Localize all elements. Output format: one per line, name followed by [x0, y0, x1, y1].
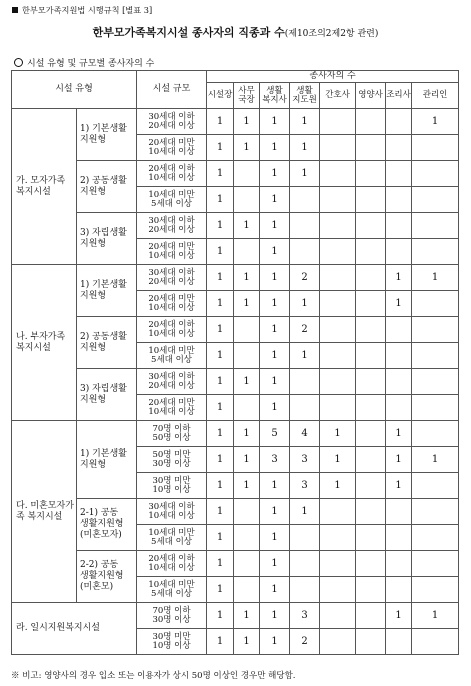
staff-count-cell: [356, 551, 386, 577]
staff-count-cell: 1: [320, 421, 356, 447]
facility-scale-cell: 20세대 미만 10세대 이상: [137, 291, 207, 317]
support-type-label: 1) 기본생활 지원형: [77, 265, 137, 317]
staff-count-cell: [412, 421, 459, 447]
staff-count-cell: 1: [207, 473, 234, 499]
staff-count-cell: [290, 187, 320, 213]
staff-count-cell: 1: [234, 265, 260, 291]
staff-count-cell: 3: [290, 473, 320, 499]
table-row: [12, 265, 459, 291]
staff-count-cell: [356, 343, 386, 369]
staff-count-cell: [386, 109, 412, 135]
staff-count-cell: [320, 213, 356, 239]
staff-count-cell: 1: [260, 525, 290, 551]
support-type-label: 2-1) 공동 생활지원형 (미혼모자): [77, 499, 137, 551]
staff-count-cell: [234, 499, 260, 525]
staff-count-cell: 1: [234, 421, 260, 447]
staff-count-cell: 1: [234, 291, 260, 317]
support-type-label: 3) 자립생활 지원형: [77, 213, 137, 265]
staff-count-cell: 1: [207, 135, 234, 161]
facility-type-label: 가. 모자가족 복지시설: [12, 109, 77, 265]
staff-count-cell: [290, 577, 320, 603]
staff-count-cell: 1: [260, 395, 290, 421]
facility-scale-cell: 10세대 미만 5세대 이상: [137, 343, 207, 369]
table-row: [12, 317, 459, 343]
staff-count-cell: [412, 343, 459, 369]
table-row: [12, 551, 459, 577]
staff-count-cell: 1: [412, 603, 459, 629]
table-row: [12, 213, 459, 239]
staff-count-cell: 1: [207, 317, 234, 343]
staff-count-cell: 1: [234, 473, 260, 499]
staff-count-cell: [320, 135, 356, 161]
staff-count-cell: 1: [386, 265, 412, 291]
staff-count-cell: 1: [207, 291, 234, 317]
staff-count-cell: [356, 395, 386, 421]
staff-count-cell: [320, 603, 356, 629]
staff-count-cell: [290, 213, 320, 239]
staff-count-cell: [320, 629, 356, 655]
staff-count-cell: 1: [260, 473, 290, 499]
support-type-label: 1) 기본생활 지원형: [77, 421, 137, 499]
staff-count-cell: 1: [386, 473, 412, 499]
table-row: [12, 603, 459, 629]
staff-count-cell: [412, 213, 459, 239]
staff-count-cell: 5: [260, 421, 290, 447]
staff-count-cell: [356, 473, 386, 499]
staff-count-cell: 1: [207, 161, 234, 187]
table-row: [12, 499, 459, 525]
staff-count-cell: [412, 629, 459, 655]
role-header: 시설장: [207, 83, 234, 109]
staff-count-cell: [356, 187, 386, 213]
staff-count-cell: [356, 135, 386, 161]
role-header: 간호사: [320, 83, 356, 109]
staff-count-cell: 1: [412, 109, 459, 135]
staff-count-cell: 1: [320, 447, 356, 473]
facility-scale-cell: 30세대 이하 20세대 이상: [137, 213, 207, 239]
staff-count-cell: [320, 577, 356, 603]
staff-count-cell: 1: [207, 187, 234, 213]
staff-count-cell: 1: [290, 135, 320, 161]
staff-count-cell: [356, 629, 386, 655]
staff-count-cell: 1: [234, 629, 260, 655]
staff-count-cell: 1: [260, 213, 290, 239]
staff-count-cell: 1: [386, 447, 412, 473]
staff-count-cell: 1: [234, 447, 260, 473]
staff-count-cell: 1: [207, 239, 234, 265]
square-bullet-icon: [12, 7, 18, 13]
staff-count-cell: 2: [290, 317, 320, 343]
staff-count-cell: 1: [260, 317, 290, 343]
staff-count-cell: [234, 187, 260, 213]
role-header: 관리인: [412, 83, 459, 109]
staff-count-cell: [356, 291, 386, 317]
staff-count-cell: 1: [207, 369, 234, 395]
table-row: [12, 369, 459, 395]
role-header: 영양사: [356, 83, 386, 109]
staff-count-cell: [290, 239, 320, 265]
staff-count-cell: [320, 395, 356, 421]
staff-count-cell: [234, 577, 260, 603]
staff-count-cell: 1: [234, 213, 260, 239]
staff-count-cell: 1: [207, 551, 234, 577]
staff-count-cell: 1: [207, 265, 234, 291]
staff-count-cell: [386, 577, 412, 603]
staff-count-cell: 1: [290, 291, 320, 317]
staff-count-cell: [234, 395, 260, 421]
staff-count-cell: [386, 343, 412, 369]
staff-count-cell: [320, 369, 356, 395]
staff-count-cell: [386, 317, 412, 343]
staff-count-cell: [356, 577, 386, 603]
staff-count-cell: [320, 525, 356, 551]
facility-scale-cell: 30명 미만 10명 이상: [137, 629, 207, 655]
support-type-label: 1) 기본생활 지원형: [77, 109, 137, 161]
staff-count-cell: [386, 187, 412, 213]
staff-count-cell: 1: [320, 473, 356, 499]
staff-count-cell: [412, 499, 459, 525]
staff-count-cell: [412, 317, 459, 343]
staff-count-cell: 1: [260, 603, 290, 629]
staff-count-cell: [386, 135, 412, 161]
staff-count-cell: 1: [386, 421, 412, 447]
staff-count-cell: 1: [207, 421, 234, 447]
staff-count-cell: 1: [234, 109, 260, 135]
staff-count-cell: [356, 499, 386, 525]
facility-scale-cell: 10세대 미만 5세대 이상: [137, 577, 207, 603]
staff-count-cell: 1: [260, 551, 290, 577]
staff-count-cell: 1: [207, 447, 234, 473]
role-header: 사무 국장: [234, 83, 260, 109]
staff-count-cell: 3: [290, 603, 320, 629]
staff-count-cell: [234, 161, 260, 187]
staff-count-cell: [320, 239, 356, 265]
staff-count-cell: [356, 447, 386, 473]
staff-count-cell: 1: [412, 447, 459, 473]
staff-count-cell: [320, 343, 356, 369]
staff-count-cell: [320, 265, 356, 291]
staff-count-cell: [386, 213, 412, 239]
remark-note: ※ 비고: 영양사의 경우 입소 또는 이용자가 상시 50명 이상인 경우만 해당함.: [11, 671, 296, 681]
staff-count-cell: [356, 369, 386, 395]
staff-count-cell: 3: [290, 447, 320, 473]
staff-count-cell: [320, 499, 356, 525]
staff-count-cell: 1: [386, 603, 412, 629]
col-header-staff: 종사자의 수: [207, 71, 459, 83]
staff-count-cell: 1: [290, 109, 320, 135]
support-type-label: 2) 공동생활 지원형: [77, 317, 137, 369]
staff-count-cell: [386, 629, 412, 655]
table-row: [12, 109, 459, 135]
facility-scale-cell: 20세대 이하 10세대 이상: [137, 161, 207, 187]
staff-count-cell: 1: [234, 369, 260, 395]
staff-count-cell: [412, 473, 459, 499]
facility-scale-cell: 10세대 미만 5세대 이상: [137, 525, 207, 551]
staff-count-cell: 1: [260, 161, 290, 187]
staff-count-cell: 1: [260, 499, 290, 525]
staff-count-cell: 1: [234, 135, 260, 161]
facility-scale-cell: 30세대 이하 20세대 이상: [137, 369, 207, 395]
staff-count-cell: [412, 525, 459, 551]
staff-count-cell: [290, 369, 320, 395]
staff-count-cell: 1: [260, 265, 290, 291]
facility-scale-cell: 70명 이하 50명 이상: [137, 421, 207, 447]
facility-scale-cell: 30세대 이하 20세대 이상: [137, 265, 207, 291]
staff-count-cell: 1: [260, 109, 290, 135]
staff-count-cell: [386, 395, 412, 421]
facility-scale-cell: 10세대 미만 5세대 이상: [137, 187, 207, 213]
staff-count-cell: 1: [260, 239, 290, 265]
staff-count-cell: [320, 161, 356, 187]
support-type-label: 3) 자립생활 지원형: [77, 369, 137, 421]
staff-count-cell: [412, 369, 459, 395]
staff-count-cell: [412, 395, 459, 421]
staff-count-cell: [290, 395, 320, 421]
staff-count-cell: [356, 213, 386, 239]
col-header-scale: 시설 규모: [137, 71, 207, 109]
facility-scale-cell: 20세대 이하 10세대 이상: [137, 551, 207, 577]
role-header: 생활 복지사: [260, 83, 290, 109]
staff-count-cell: [290, 551, 320, 577]
staff-count-cell: 1: [290, 343, 320, 369]
staff-count-cell: 1: [260, 369, 290, 395]
staff-count-cell: [386, 525, 412, 551]
facility-scale-cell: 70명 이하 30명 이상: [137, 603, 207, 629]
staff-count-cell: [290, 525, 320, 551]
staff-count-cell: 3: [260, 447, 290, 473]
staff-count-cell: [234, 551, 260, 577]
staff-count-cell: [412, 239, 459, 265]
staff-count-cell: 2: [290, 265, 320, 291]
staff-count-cell: [320, 291, 356, 317]
staff-count-cell: [234, 525, 260, 551]
staff-count-cell: [386, 369, 412, 395]
staff-count-cell: 1: [234, 603, 260, 629]
staff-count-cell: [412, 551, 459, 577]
section-heading: [14, 56, 154, 69]
staff-count-cell: [386, 239, 412, 265]
staff-count-cell: 1: [207, 577, 234, 603]
support-type-label: 2-2) 공동 생활지원형 (미혼모): [77, 551, 137, 603]
staff-count-cell: 1: [207, 213, 234, 239]
staff-count-cell: [234, 317, 260, 343]
staff-count-cell: [356, 109, 386, 135]
staff-count-cell: 1: [207, 499, 234, 525]
title-main: 한부모가족복지시설 종사자의 직종과 수: [92, 26, 285, 39]
staff-count-cell: 1: [207, 603, 234, 629]
staff-count-cell: [386, 551, 412, 577]
staff-count-cell: [386, 161, 412, 187]
staff-count-cell: [412, 187, 459, 213]
facility-scale-cell: 20세대 미만 10세대 이상: [137, 395, 207, 421]
facility-scale-cell: 30세대 이하 20세대 이상: [137, 109, 207, 135]
staff-count-cell: [356, 603, 386, 629]
facility-scale-cell: 20세대 미만 10세대 이상: [137, 239, 207, 265]
staff-count-cell: 1: [207, 525, 234, 551]
facility-type-label: 다. 미혼모자가 족 복지시설: [12, 421, 77, 603]
staff-count-cell: [386, 499, 412, 525]
staff-count-cell: [234, 239, 260, 265]
role-header: 조리사: [386, 83, 412, 109]
title-sub: (제10조의2제2항 관련): [284, 29, 379, 39]
staff-count-cell: [356, 525, 386, 551]
role-header: 생활 지도원: [290, 83, 320, 109]
support-type-label: 2) 공동생활 지원형: [77, 161, 137, 213]
staff-count-cell: 1: [260, 135, 290, 161]
staff-count-cell: 1: [260, 291, 290, 317]
document-header: [12, 5, 152, 16]
staff-count-cell: [320, 551, 356, 577]
staff-count-cell: [234, 343, 260, 369]
col-header-type: 시설 유형: [12, 71, 137, 109]
staff-count-cell: 2: [290, 629, 320, 655]
staff-count-cell: 1: [207, 395, 234, 421]
staff-count-cell: 1: [260, 629, 290, 655]
staff-count-cell: [412, 161, 459, 187]
staff-count-cell: [320, 317, 356, 343]
circle-bullet-icon: [14, 58, 23, 67]
staff-count-cell: 1: [260, 577, 290, 603]
staff-count-cell: 1: [207, 343, 234, 369]
staff-count-cell: 1: [260, 187, 290, 213]
staff-count-cell: 1: [207, 629, 234, 655]
staff-count-cell: 1: [290, 161, 320, 187]
staff-count-cell: [356, 421, 386, 447]
staff-count-cell: 1: [207, 109, 234, 135]
staff-count-cell: [356, 161, 386, 187]
staff-count-cell: 1: [260, 343, 290, 369]
page-title: [0, 24, 471, 40]
section-text: 시설 유형 및 규모별 종사자의 수: [27, 59, 155, 69]
header-text: 한부모가족지원법 시행규칙 [별표 3]: [22, 5, 153, 15]
facility-scale-cell: 30세대 이하 10세대 이상: [137, 499, 207, 525]
staff-count-cell: [320, 109, 356, 135]
staff-count-cell: [356, 239, 386, 265]
facility-scale-cell: 20세대 미만 10세대 이상: [137, 135, 207, 161]
staff-table: [11, 70, 459, 655]
facility-scale-cell: 30명 미만 10명 이상: [137, 473, 207, 499]
staff-count-cell: [412, 291, 459, 317]
table-header-row: [12, 71, 459, 83]
staff-count-cell: 4: [290, 421, 320, 447]
staff-count-cell: 1: [412, 265, 459, 291]
facility-scale-cell: 20세대 이하 10세대 이상: [137, 317, 207, 343]
facility-type-label: 라. 일시지원복지시설: [12, 603, 137, 655]
staff-count-cell: [356, 265, 386, 291]
staff-count-cell: [412, 577, 459, 603]
table-row: [12, 161, 459, 187]
facility-scale-cell: 50명 미만 30명 이상: [137, 447, 207, 473]
facility-type-label: 나. 부자가족 복지시설: [12, 265, 77, 421]
staff-count-cell: [356, 317, 386, 343]
staff-count-cell: [320, 187, 356, 213]
table-row: [12, 421, 459, 447]
staff-count-cell: 1: [290, 499, 320, 525]
staff-count-cell: 1: [386, 291, 412, 317]
staff-count-cell: [412, 135, 459, 161]
